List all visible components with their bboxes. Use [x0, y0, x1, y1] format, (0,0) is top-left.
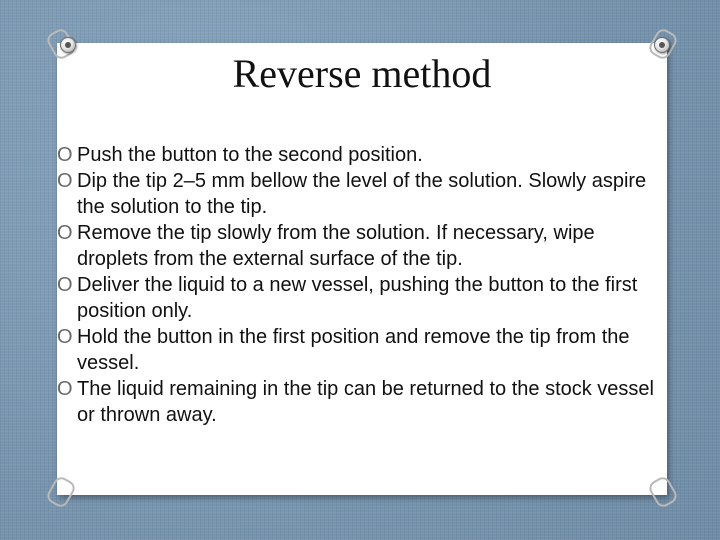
bullet-item — [57, 142, 657, 168]
bullet-text: Dip the tip 2–5 mm bellow the level of the solution. Slowly aspire the solution to the tip. — [77, 170, 647, 218]
bullet-text: The liquid remaining in the tip can be returned to the stock vessel or thrown away. — [77, 378, 654, 426]
bullet-item — [57, 220, 657, 272]
bullet-text: Deliver the liquid to a new vessel, pushing the button to the first position only. — [77, 274, 638, 322]
bullet-marker-icon: O — [57, 144, 73, 166]
slide-title: Reverse method — [232, 51, 492, 96]
bullet-item — [57, 168, 657, 220]
bullet-item — [57, 272, 657, 324]
bullet-text: Hold the button in the first position and remove the tip from the vessel. — [77, 326, 630, 374]
bullet-text: Push the button to the second position. — [77, 144, 423, 166]
bullet-marker-icon: O — [57, 170, 73, 192]
bullet-marker-icon: O — [57, 326, 73, 348]
bullet-item — [57, 376, 657, 428]
bullet-marker-icon: O — [57, 222, 73, 244]
bullet-list — [57, 142, 657, 428]
bullet-item — [57, 324, 657, 376]
bullet-marker-icon: O — [57, 274, 73, 296]
bullet-marker-icon: O — [57, 378, 73, 400]
bullet-text: Remove the tip slowly from the solution. If necessary, wipe droplets from the external surface of the tip. — [77, 222, 595, 270]
